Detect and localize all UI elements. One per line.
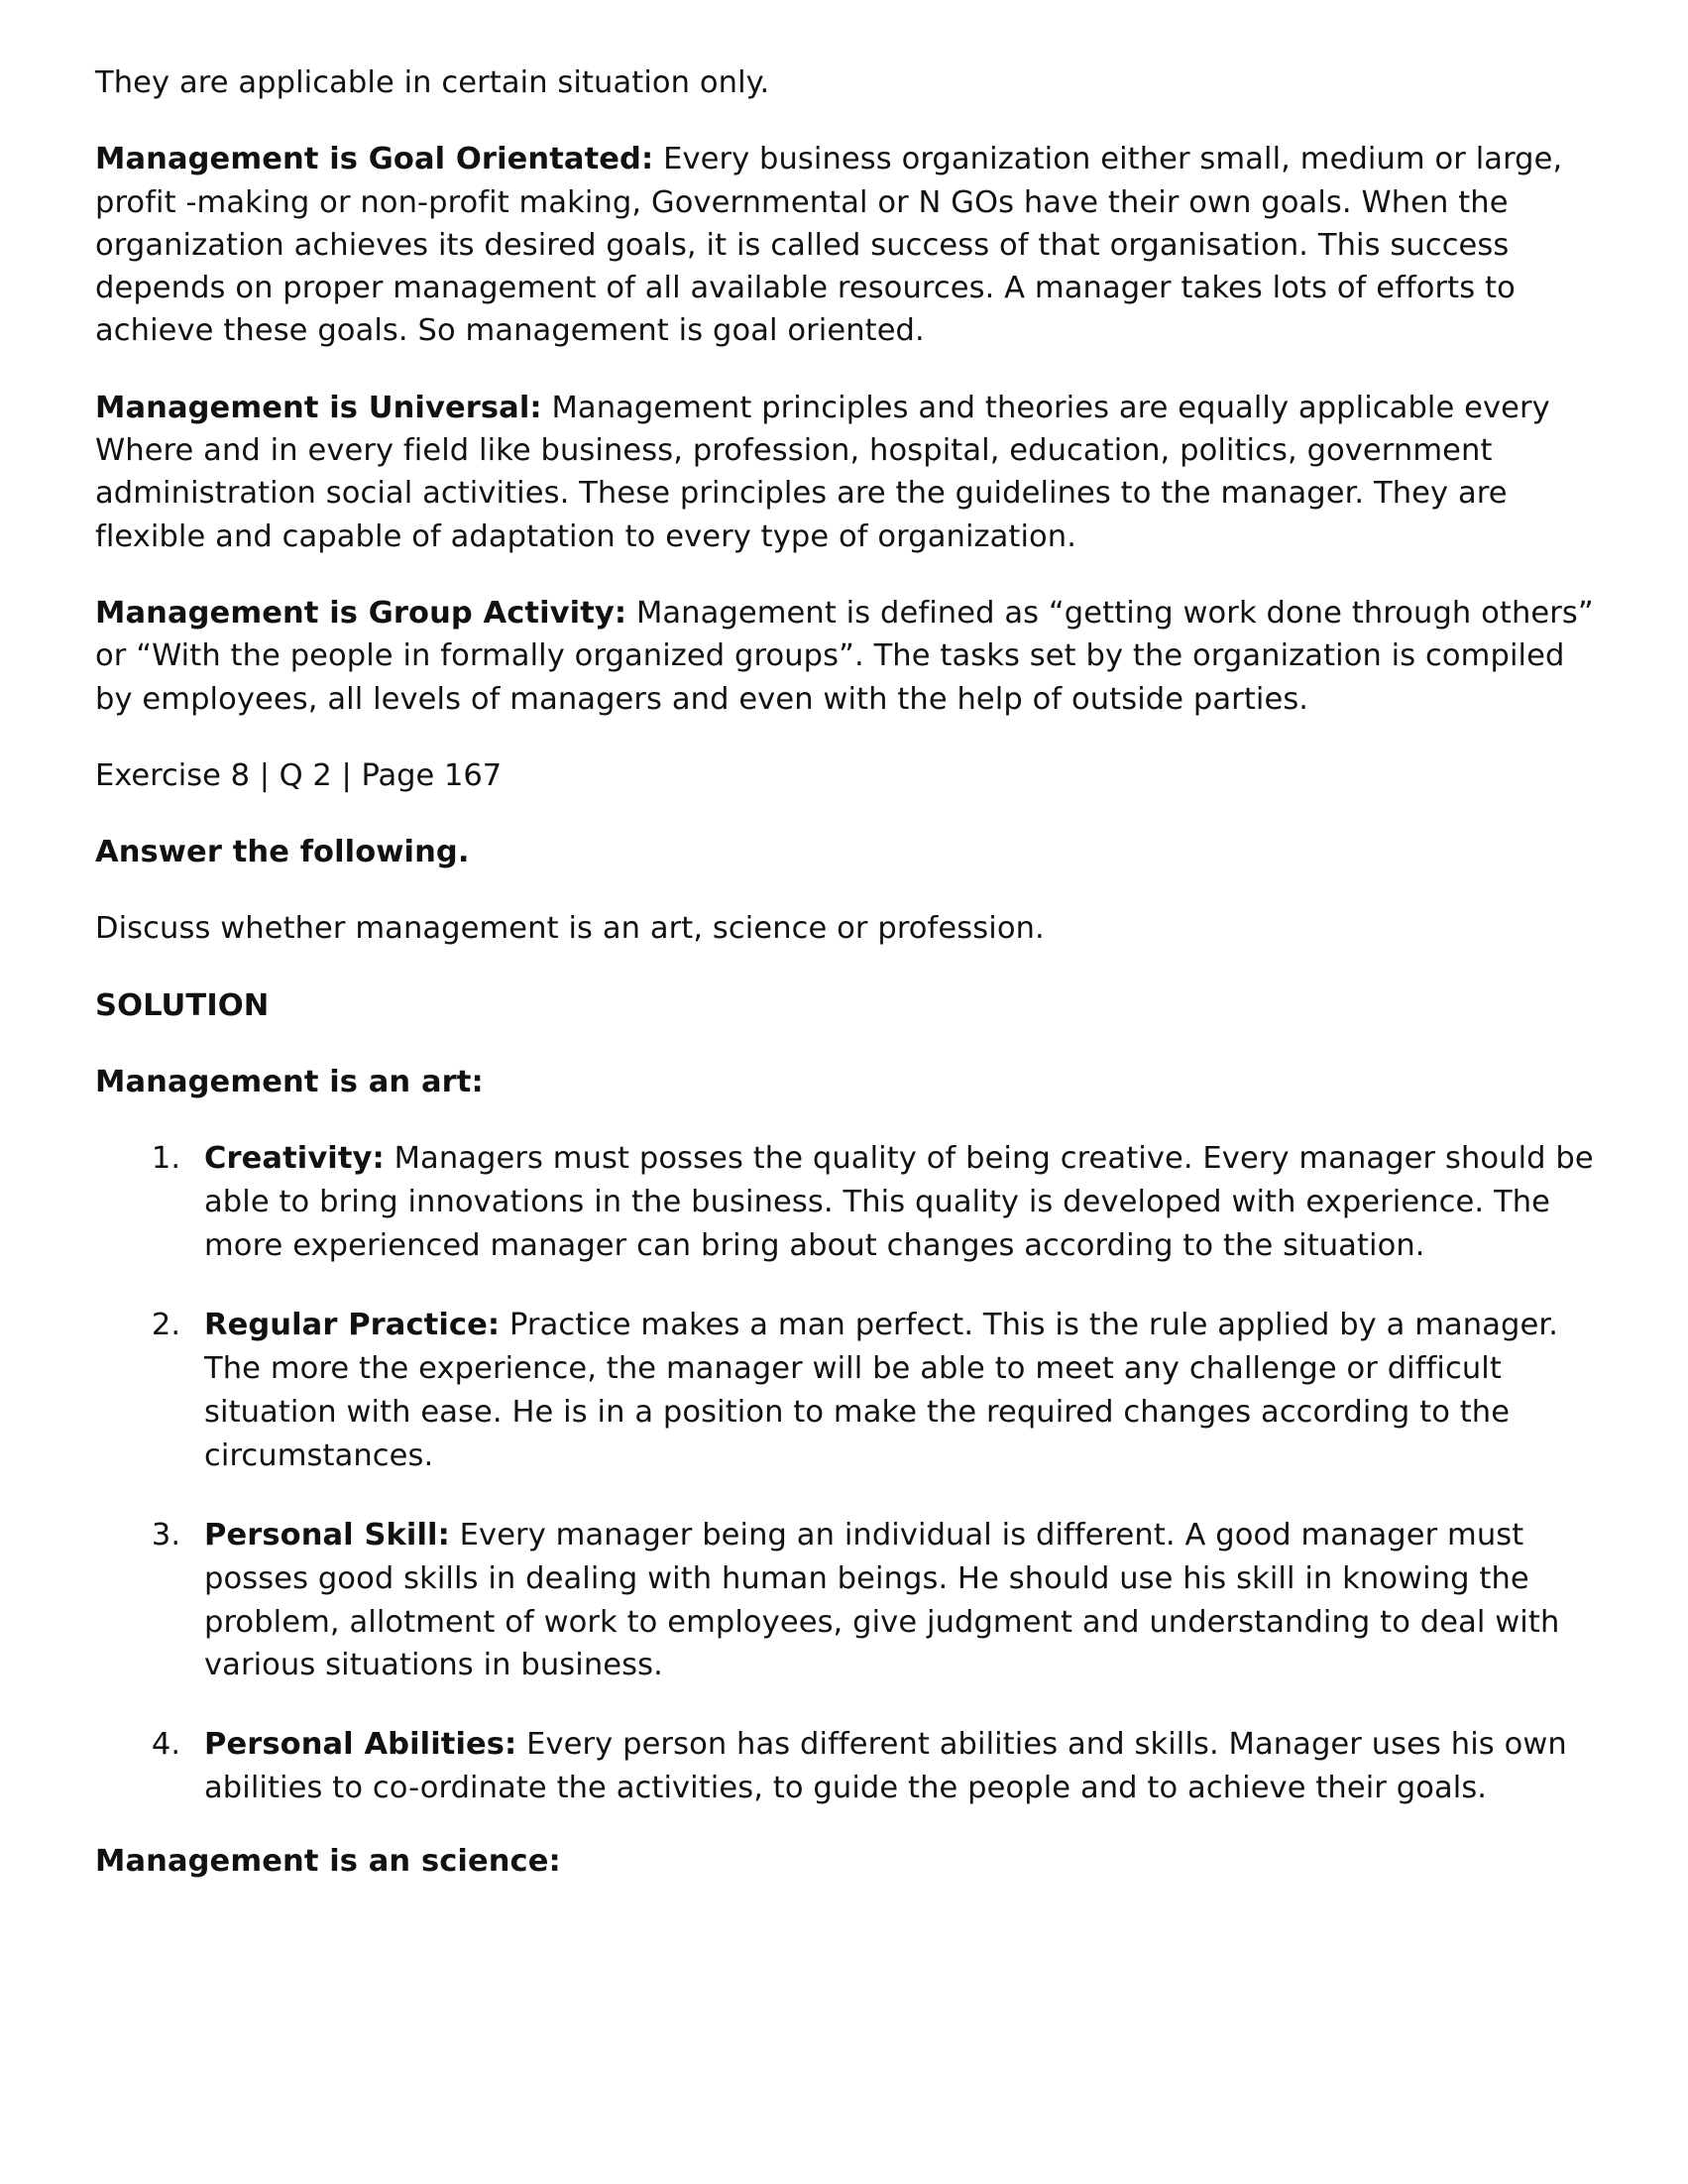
characteristic-universal-body: Management principles and theories are equally applicable every Where and in every field like business, profession, hospital, education, politics, government administration social activities. These principles are the guidelines to the manager. They are flexible and capable of adaptation to every type of organization. bbox=[95, 390, 1550, 554]
list-item bbox=[190, 1514, 1594, 1688]
management-is-an-science-heading: Management is an science: bbox=[95, 1844, 561, 1880]
characteristic-universal-lead: Management is Universal: bbox=[95, 390, 542, 425]
instruction-heading: Answer the following. bbox=[95, 835, 470, 870]
list-item bbox=[190, 1723, 1594, 1810]
exercise-reference: Exercise 8 | Q 2 | Page 167 bbox=[95, 757, 503, 793]
art-point-regular-practice-lead: Regular Practice: bbox=[204, 1308, 501, 1343]
characteristic-goal-orientated bbox=[95, 138, 1594, 352]
characteristic-group-activity-body: Management is defined as “getting work done through others” or “With the people in formally organized groups”. The tasks set by the organization is compiled by employees, all levels of managers and even with the help of outside parties. bbox=[95, 595, 1594, 717]
art-point-creativity-lead: Creativity: bbox=[204, 1141, 385, 1177]
art-point-personal-skill-body: Every manager being an individual is different. A good manager must posses good skills in dealing with human beings. He should use his skill in knowing the problem, allotment of work to employees, give judgment and understanding to deal with various situations in business. bbox=[204, 1517, 1560, 1683]
characteristic-goal-orientated-body: Every business organization either small, medium or large, profit -making or non-profit making, Governmental or N GOs have their own goals. When the organization achieves its desired goals, it is called success of that organisation. This success depends on proper management of all available resources. A manager takes lots of efforts to achieve these goals. So management is goal oriented. bbox=[95, 142, 1563, 349]
list-item bbox=[190, 1304, 1594, 1478]
list-item bbox=[190, 1137, 1594, 1268]
characteristic-group-activity-lead: Management is Group Activity: bbox=[95, 595, 627, 631]
management-is-an-art-heading: Management is an art: bbox=[95, 1065, 484, 1100]
art-point-personal-abilities-body: Every person has different abilities and skills. Manager uses his own abilities to co-ordinate the activities, to guide the people and to achieve their goals. bbox=[204, 1727, 1567, 1806]
characteristic-group-activity bbox=[95, 592, 1594, 721]
solution-label: SOLUTION bbox=[95, 987, 270, 1023]
document-body bbox=[95, 61, 1594, 1883]
art-point-personal-abilities-lead: Personal Abilities: bbox=[204, 1727, 517, 1763]
art-point-personal-skill-lead: Personal Skill: bbox=[204, 1517, 450, 1552]
art-point-creativity-body: Managers must posses the quality of being creative. Every manager should be able to bring innovations in the business. This quality is developed with experience. The more experienced manager can bring about changes according to the situation. bbox=[204, 1141, 1594, 1264]
characteristic-universal bbox=[95, 387, 1594, 558]
art-point-regular-practice-body: Practice makes a man perfect. This is the rule applied by a manager. The more the experience, the manager will be able to meet any challenge or difficult situation with ease. He is in a position to make the required changes according to the circumstances. bbox=[204, 1308, 1558, 1473]
art-points-list bbox=[95, 1137, 1594, 1810]
question-text: Discuss whether management is an art, science or profession. bbox=[95, 911, 1045, 947]
intro-paragraph: They are applicable in certain situation only. bbox=[95, 65, 770, 100]
characteristic-goal-orientated-lead: Management is Goal Orientated: bbox=[95, 142, 654, 177]
